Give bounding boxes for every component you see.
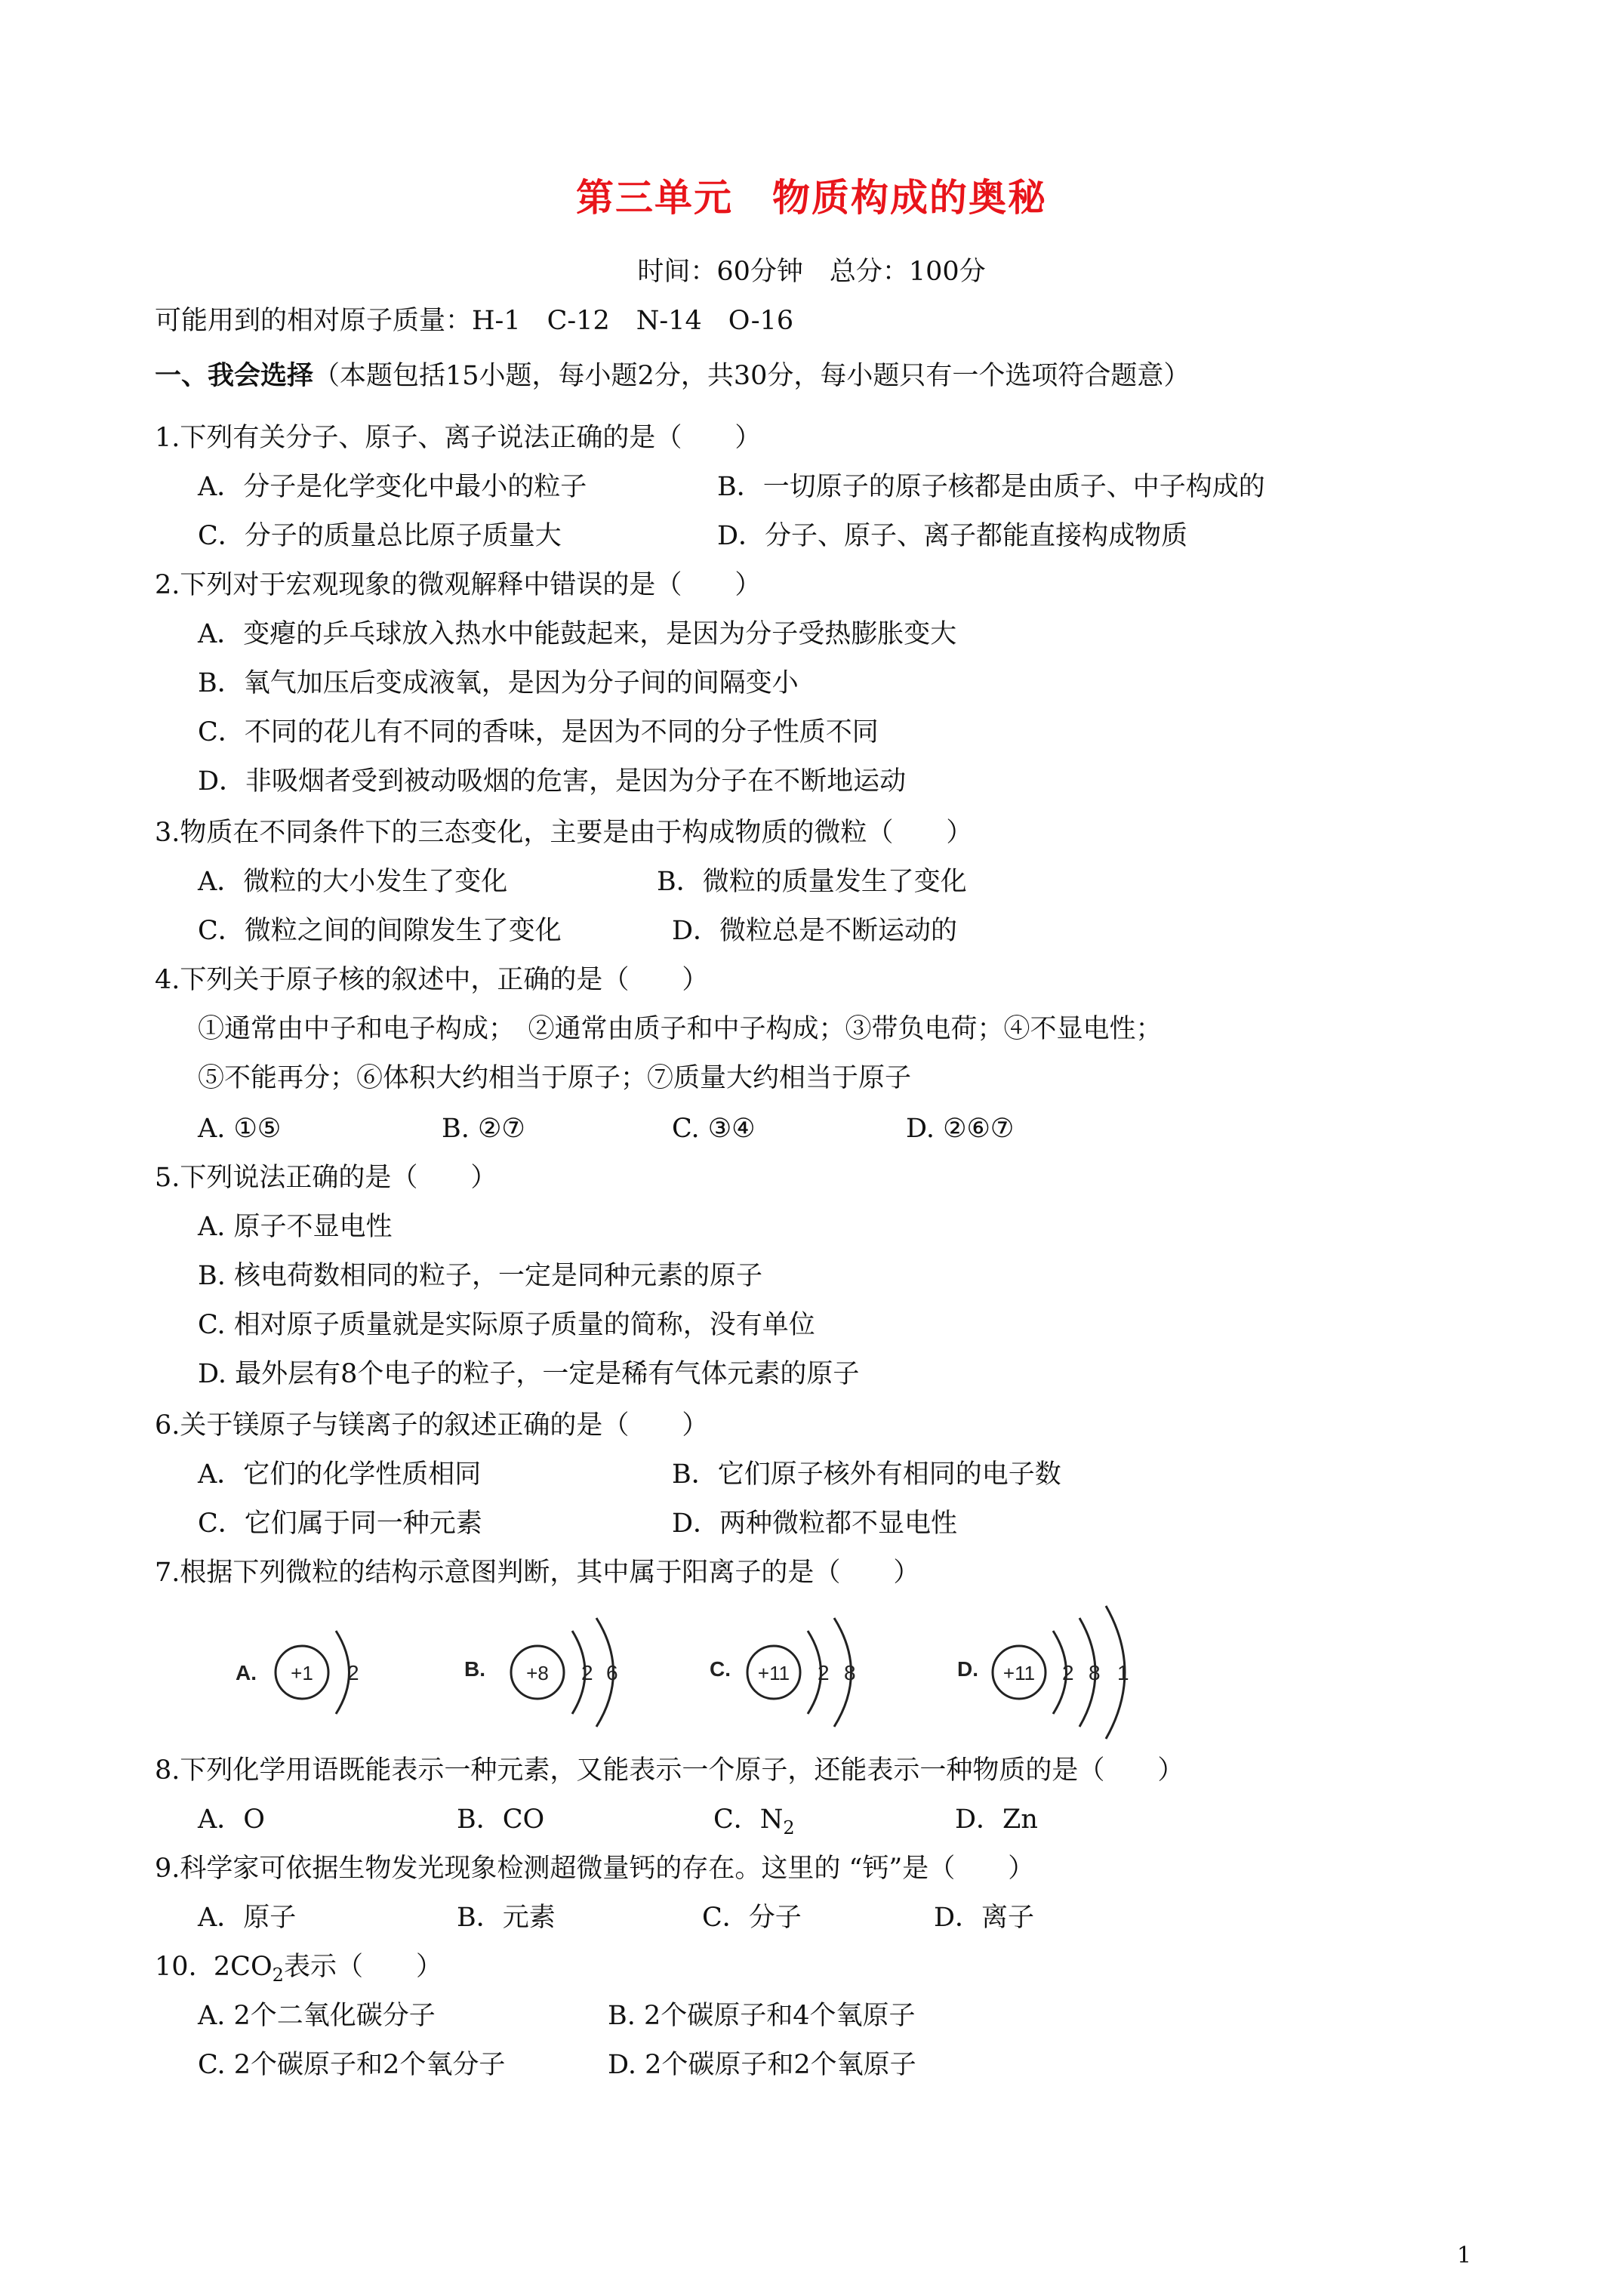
q10-stem-text: 表示（ ）	[283, 1952, 442, 1982]
q3-option-a: A．微粒的大小发生了变化	[198, 867, 508, 897]
q6-option-a: A．它们的化学性质相同	[198, 1459, 482, 1490]
q8-option-c-text: C．N	[713, 1804, 784, 1835]
atom-c-shell-1-count: 2	[818, 1661, 830, 1684]
q10-stem-subscript: 2	[272, 1965, 284, 1986]
q5-option-b: B. 核电荷数相同的粒子，一定是同种元素的原子	[198, 1261, 762, 1291]
q1-option-a: A．分子是化学变化中最小的粒子	[198, 472, 587, 502]
q7-stem: 7.根据下列微粒的结构示意图判断，其中属于阳离子的是（ ）	[155, 1558, 920, 1588]
q9-option-d: D．离子	[934, 1903, 1035, 1933]
atom-c-nucleus-charge: +11	[757, 1662, 790, 1684]
atom-c-shell-2-count: 8	[844, 1661, 856, 1684]
q4-option-b: B. ②⑦	[442, 1114, 525, 1144]
q6-option-b: B．它们原子核外有相同的电子数	[672, 1459, 1061, 1490]
atom-b-shell-2-count: 6	[606, 1661, 618, 1684]
q1-option-b: B．一切原子的原子核都是由质子、中子构成的	[717, 472, 1265, 502]
q1-option-c: C．分子的质量总比原子质量大	[198, 521, 562, 551]
q8-stem: 8.下列化学用语既能表示一种元素，又能表示一个原子，还能表示一种物质的是（ ）	[155, 1755, 1184, 1786]
atom-b-label: B.	[464, 1657, 485, 1681]
atom-b-shell-1-count: 2	[581, 1661, 593, 1684]
q10-option-b: B. 2个碳原子和4个氧原子	[608, 2001, 916, 2031]
atom-diagram-d	[957, 1606, 1129, 1739]
q10-option-a: A. 2个二氧化碳分子	[198, 2001, 436, 2031]
atom-d-label: D.	[957, 1657, 978, 1681]
q9-option-b: B．元素	[457, 1903, 556, 1933]
q5-stem: 5.下列说法正确的是（ ）	[155, 1163, 497, 1193]
atomic-mass-note: 可能用到的相对原子质量：H-1 C-12 N-14 O-16	[155, 306, 794, 336]
q2-option-d: D．非吸烟者受到被动吸烟的危害，是因为分子在不断地运动	[198, 766, 907, 797]
page-number: 1	[1457, 2242, 1472, 2269]
atom-a-label: A.	[236, 1661, 257, 1684]
q10-option-c: C. 2个碳原子和2个氧分子	[198, 2050, 506, 2080]
section-desc: （本题包括15小题，每小题2分，共30分，每小题只有一个选项符合题意）	[313, 361, 1190, 391]
q2-option-c: C．不同的花儿有不同的香味，是因为不同的分子性质不同	[198, 717, 879, 747]
q2-option-a: A．变瘪的乒乓球放入热水中能鼓起来，是因为分子受热膨胀变大	[198, 619, 957, 649]
q2-stem: 2.下列对于宏观现象的微观解释中错误的是（ ）	[155, 570, 762, 600]
atom-d-nucleus-charge: +11	[1002, 1662, 1036, 1684]
atom-d-shell-3-count: 1	[1117, 1661, 1129, 1684]
atom-a-nucleus-charge: +1	[291, 1662, 313, 1684]
q8-option-c	[713, 1804, 795, 1839]
q4-statements-2: ⑤不能再分；⑥体积大约相当于原子；⑦质量大约相当于原子	[198, 1063, 912, 1093]
q4-option-a: A. ①⑤	[198, 1114, 282, 1144]
atom-b-nucleus-charge: +8	[526, 1662, 549, 1684]
q5-option-a: A. 原子不显电性	[198, 1212, 393, 1242]
q2-option-b: B．氧气加压后变成液氧，是因为分子间的间隔变小	[198, 668, 799, 698]
q1-stem: 1.下列有关分子、原子、离子说法正确的是（ ）	[155, 423, 762, 453]
time-score: 时间：60分钟 总分：100分	[637, 257, 986, 287]
q8-option-a: A．O	[198, 1804, 265, 1835]
q9-option-c: C．分子	[702, 1903, 802, 1933]
atom-d-shell-2-count: 8	[1089, 1661, 1101, 1684]
q5-option-d: D. 最外层有8个电子的粒子，一定是稀有气体元素的原子	[198, 1359, 860, 1389]
q6-option-c: C．它们属于同一种元素	[198, 1509, 482, 1539]
q4-option-c: C. ③④	[672, 1114, 756, 1144]
q10-option-d: D. 2个碳原子和2个氧原子	[608, 2050, 916, 2080]
q5-option-c: C. 相对原子质量就是实际原子质量的简称，没有单位	[198, 1310, 815, 1340]
section-header	[155, 361, 1190, 391]
q9-stem: 9.科学家可依据生物发光现象检测超微量钙的存在。这里的 “钙”是（ ）	[155, 1854, 1035, 1884]
page-title: 第三单元 物质构成的奥秘	[576, 175, 1047, 220]
q6-stem: 6.关于镁原子与镁离子的叙述正确的是（ ）	[155, 1410, 709, 1441]
q8-option-c-subscript: 2	[783, 1817, 795, 1838]
q3-option-c: C．微粒之间的间隙发生了变化	[198, 916, 562, 946]
section-title: 一、我会选择	[155, 360, 314, 391]
q3-option-b: B．微粒的质量发生了变化	[657, 867, 967, 897]
q3-stem: 3.物质在不同条件下的三态变化，主要是由于构成物质的微粒（ ）	[155, 818, 973, 848]
atom-d-shell-1-count: 2	[1062, 1661, 1074, 1684]
q10-stem	[155, 1952, 442, 1986]
atom-structure-diagrams	[226, 1589, 1208, 1740]
q6-option-d: D．两种微粒都不显电性	[672, 1509, 958, 1539]
atom-diagram-b	[464, 1618, 618, 1727]
atom-diagram-a	[236, 1631, 359, 1714]
atom-a-shell-1-count: 2	[347, 1661, 359, 1684]
atom-c-label: C.	[710, 1657, 731, 1681]
q4-statements-1: ①通常由中子和电子构成； ②通常由质子和中子构成；③带负电荷；④不显电性；	[198, 1014, 1163, 1044]
q8-option-d: D．Zn	[955, 1804, 1038, 1835]
q8-option-b: B．CO	[457, 1804, 545, 1835]
q4-option-d: D. ②⑥⑦	[906, 1114, 1015, 1144]
q3-option-d: D．微粒总是不断运动的	[672, 916, 958, 946]
q9-option-a: A．原子	[198, 1903, 297, 1933]
q1-option-d: D．分子、原子、离子都能直接构成物质	[717, 521, 1188, 551]
atom-diagram-c	[710, 1618, 856, 1727]
q10-stem-formula: 10. 2CO	[155, 1952, 273, 1982]
q4-stem: 4.下列关于原子核的叙述中，正确的是（ ）	[155, 965, 709, 995]
